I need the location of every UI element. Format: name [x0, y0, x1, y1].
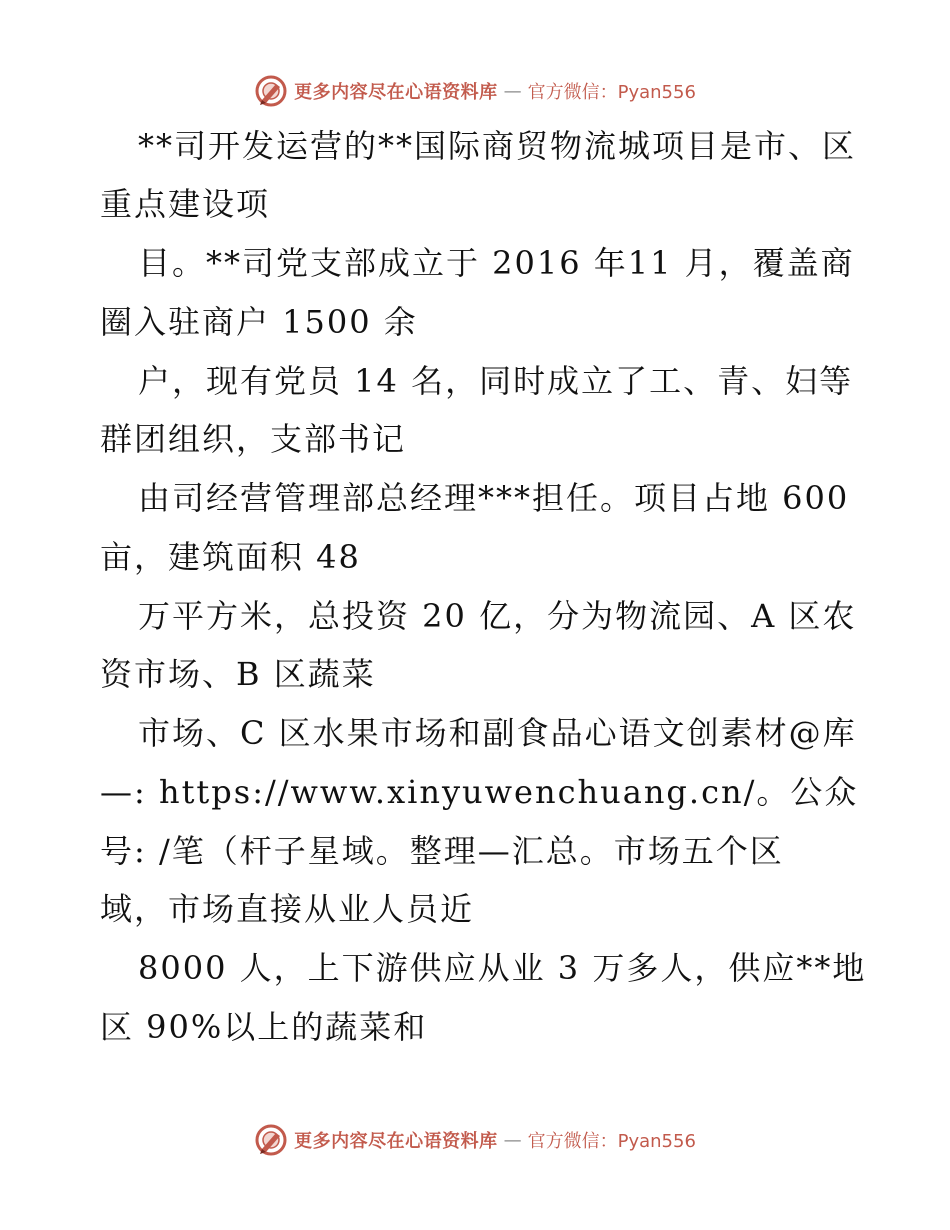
text-line: **司开发运营的**国际商贸物流城项目是市、区 [138, 127, 857, 165]
banner-wechat: 官方微信：Pyan556 [527, 1131, 696, 1152]
footer-banner-content [254, 1123, 696, 1157]
text-line: 区 90%以上的蔬菜和 [100, 1008, 428, 1046]
text-line: 资市场、B 区蔬菜 [100, 655, 376, 693]
text-line: 群团组织，支部书记 [100, 420, 407, 458]
banner-wechat: 官方微信：Pyan556 [527, 82, 696, 103]
text-line: 重点建设项 [100, 185, 271, 223]
banner-dash: — [503, 1129, 522, 1151]
text-line: 亩，建筑面积 48 [100, 538, 361, 576]
text-line: 圈入驻商户 1500 余 [100, 303, 418, 341]
text-line: —: https://www.xinyuwenchuang.cn/。公众 [100, 773, 859, 811]
text-line: 目。**司党支部成立于 2016 年11 月，覆盖商 [138, 244, 855, 282]
banner-dash: — [503, 80, 522, 102]
banner-text: 更多内容尽在心语资料库 [294, 82, 498, 103]
text-line: 由司经营管理部总经理***担任。项目占地 600 [138, 479, 850, 517]
pen-logo-icon [254, 1123, 288, 1157]
pen-logo-icon [254, 74, 288, 108]
header-banner [0, 71, 950, 111]
text-line: 域，市场直接从业人员近 [100, 890, 475, 928]
banner-text: 更多内容尽在心语资料库 [294, 1131, 498, 1152]
text-line: 8000 人，上下游供应从业 3 万多人，供应**地 [138, 949, 867, 987]
text-line: 万平方米，总投资 20 亿，分为物流园、A 区农 [138, 597, 857, 635]
text-line: 市场、C 区水果市场和副食品心语文创素材@库 [138, 714, 857, 752]
text-line: 号: /笔（杆子星域。整理—汇总。市场五个区 [100, 832, 784, 870]
text-line: 户，现有党员 14 名，同时成立了工、青、妇等 [138, 362, 854, 400]
footer-banner [0, 1120, 950, 1160]
header-banner-content [254, 74, 696, 108]
